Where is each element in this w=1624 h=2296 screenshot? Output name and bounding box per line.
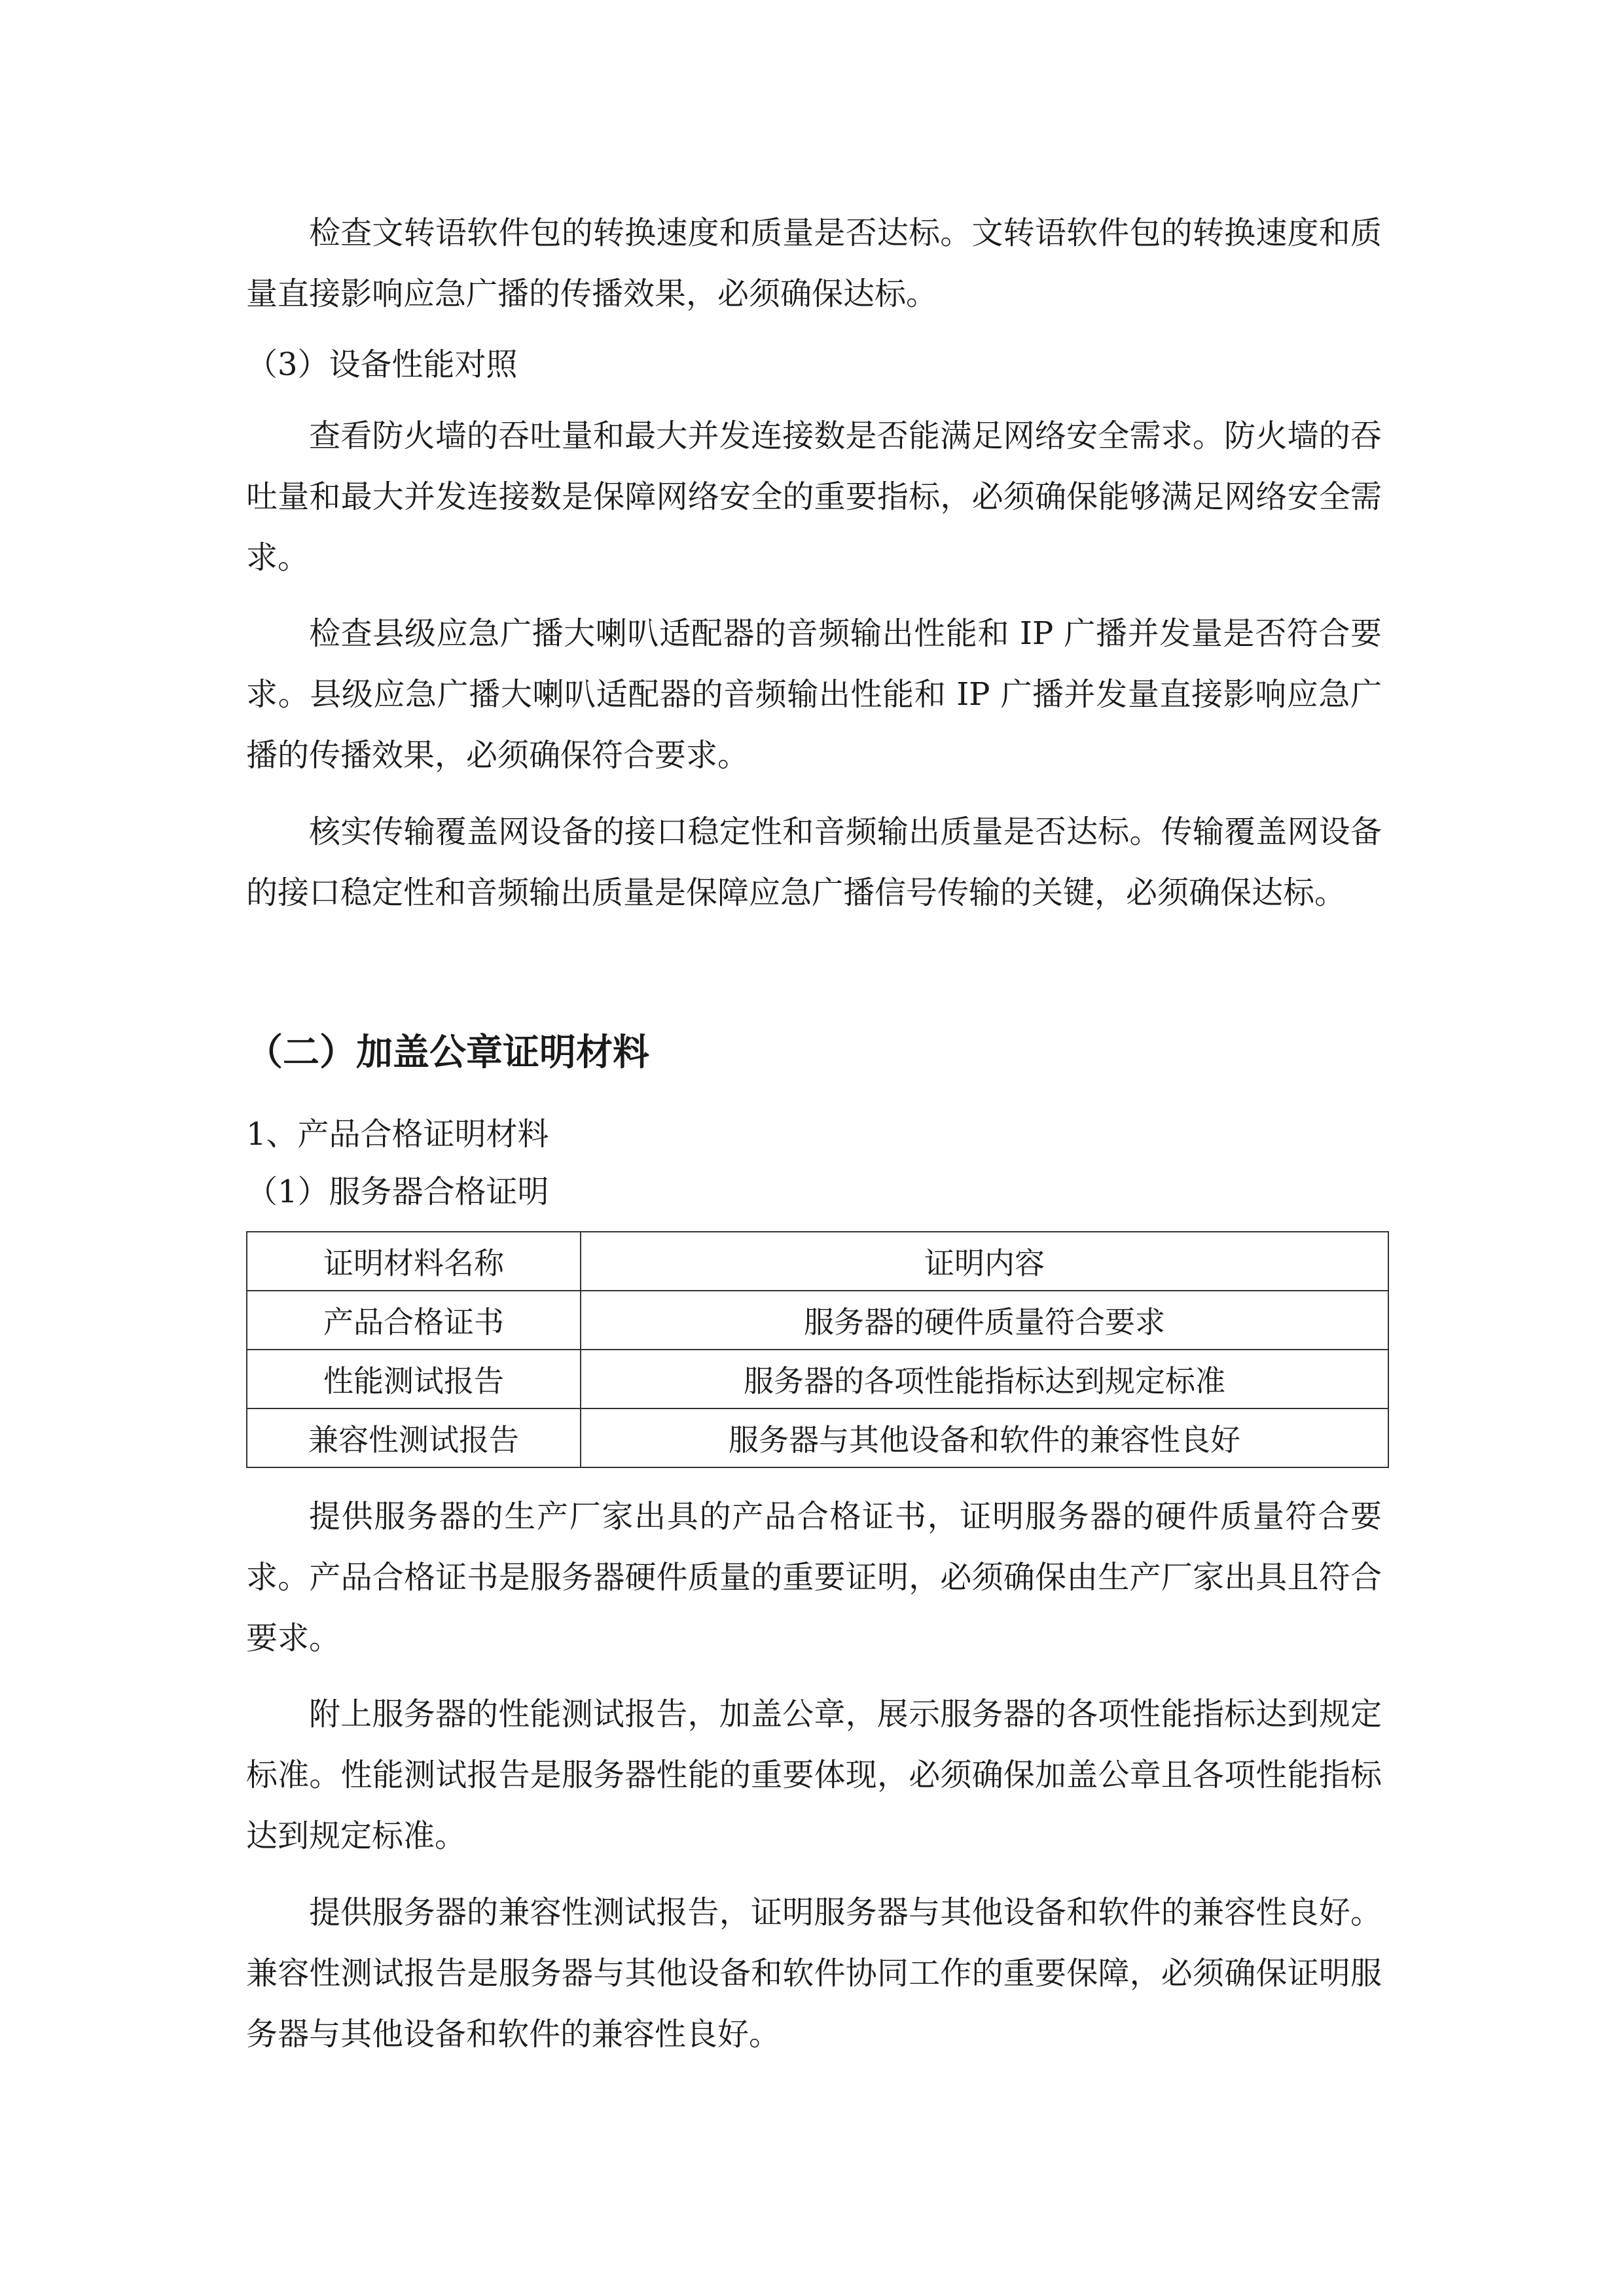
paragraph-speaker-adapter: 检查县级应急广播大喇叭适配器的音频输出性能和 IP 广播并发量是否符合要求。县级应急广播大喇叭适配器的音频输出性能和 IP 广播并发量直接影响应急广播的传播效果，必须确保符合要求。 [246,615,1382,774]
table-header-cell: 证明材料名称 [247,1232,581,1291]
subheading-server-certificate: （1）服务器合格证明 [246,1174,549,1210]
table-row [247,1350,1388,1408]
table-header-cell: 证明内容 [581,1232,1388,1291]
table-cell-name: 产品合格证书 [247,1291,581,1350]
table-cell-name: 兼容性测试报告 [247,1408,581,1467]
table-cell-name: 性能测试报告 [247,1350,581,1408]
paragraph-product-certificate: 提供服务器的生产厂家出具的产品合格证书，证明服务器的硬件质量符合要求。产品合格证书是服务器硬件质量的重要证明，必须确保由生产厂家出具且符合要求。 [246,1498,1382,1657]
table-header-row [247,1232,1388,1291]
paragraph-compatibility-report: 提供服务器的兼容性测试报告，证明服务器与其他设备和软件的兼容性良好。兼容性测试报告是服务器与其他设备和软件协同工作的重要保障，必须确保证明服务器与其他设备和软件的兼容性良好。 [246,1894,1382,2053]
table-cell-content: 服务器的硬件质量符合要求 [581,1291,1388,1350]
paragraph-tts-check: 检查文转语软件包的转换速度和质量是否达标。文转语软件包的转换速度和质量直接影响应急广播的传播效果，必须确保达标。 [246,215,1382,312]
table-cell-content: 服务器的各项性能指标达到规定标准 [581,1350,1388,1408]
subsection-product-certificates: 1、产品合格证明材料 [246,1116,549,1153]
subheading-device-performance: （3）设备性能对照 [246,346,518,383]
table-row [247,1291,1388,1350]
section-heading: （二）加盖公章证明材料 [246,1031,649,1074]
certificate-table [246,1231,1389,1468]
paragraph-firewall: 查看防火墙的吞吐量和最大并发连接数是否能满足网络安全需求。防火墙的吞吐量和最大并发连接数是保障网络安全的重要指标，必须确保能够满足网络安全需求。 [246,418,1382,576]
paragraph-transmission: 核实传输覆盖网设备的接口稳定性和音频输出质量是否达标。传输覆盖网设备的接口稳定性和音频输出质量是保障应急广播信号传输的关键，必须确保达标。 [246,814,1382,911]
table-cell-content: 服务器与其他设备和软件的兼容性良好 [581,1408,1388,1467]
table-row [247,1408,1388,1467]
paragraph-performance-report: 附上服务器的性能测试报告，加盖公章，展示服务器的各项性能指标达到规定标准。性能测试报告是服务器性能的重要体现，必须确保加盖公章且各项性能指标达到规定标准。 [246,1696,1382,1854]
